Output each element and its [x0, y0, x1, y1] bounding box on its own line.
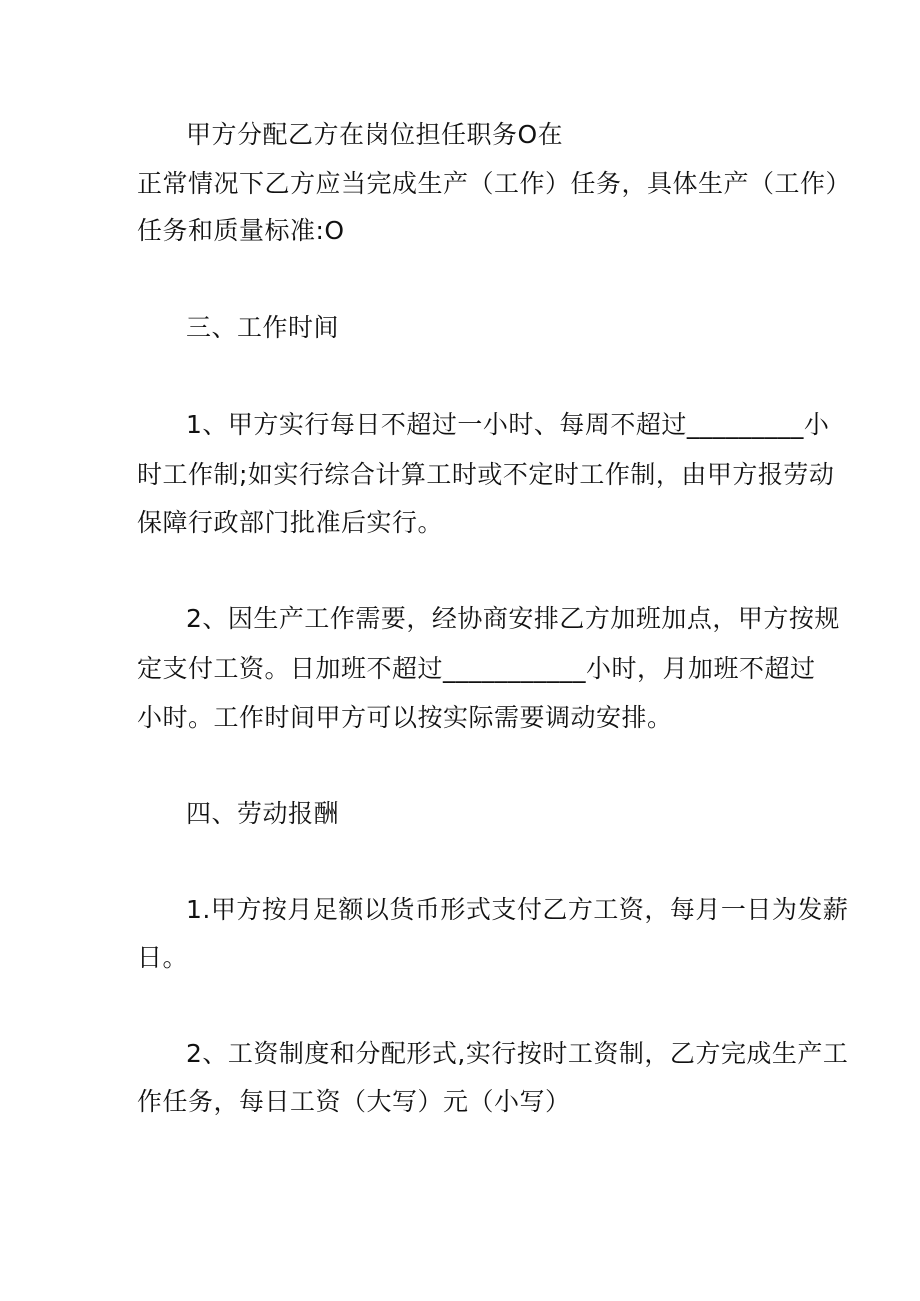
text-line: 定支付工资。日加班不超过___________小时，月加班不超过	[137, 654, 816, 683]
text-line: 1.甲方按月足额以货币形式支付乙方工资，每月一日为发薪	[186, 895, 849, 924]
text-line: 2、因生产工作需要，经协商安排乙方加班加点，甲方按规	[186, 604, 840, 633]
text-line: 甲方分配乙方在岗位担任职务O在	[186, 120, 564, 149]
text-line: 小时。工作时间甲方可以按实际需要调动安排。	[137, 703, 673, 732]
text-line: 作任务，每日工资（大写）元（小写）	[137, 1087, 571, 1116]
text-line: 任务和质量标准:O	[137, 216, 345, 245]
text-line: 保障行政部门批准后实行。	[137, 508, 444, 537]
text-line: 2、工资制度和分配形式,实行按时工资制，乙方完成生产工	[186, 1039, 849, 1068]
section-heading: 四、劳动报酬	[186, 799, 340, 828]
text-line: 1、甲方实行每日不超过一小时、每周不超过_________小	[186, 410, 830, 439]
text-line: 时工作制;如实行综合计算工时或不定时工作制，由甲方报劳动	[137, 460, 835, 489]
text-line: 正常情况下乙方应当完成生产（工作）任务，具体生产（工作）	[137, 169, 852, 198]
section-heading: 三、工作时间	[186, 313, 340, 342]
text-line: 日。	[137, 943, 189, 972]
